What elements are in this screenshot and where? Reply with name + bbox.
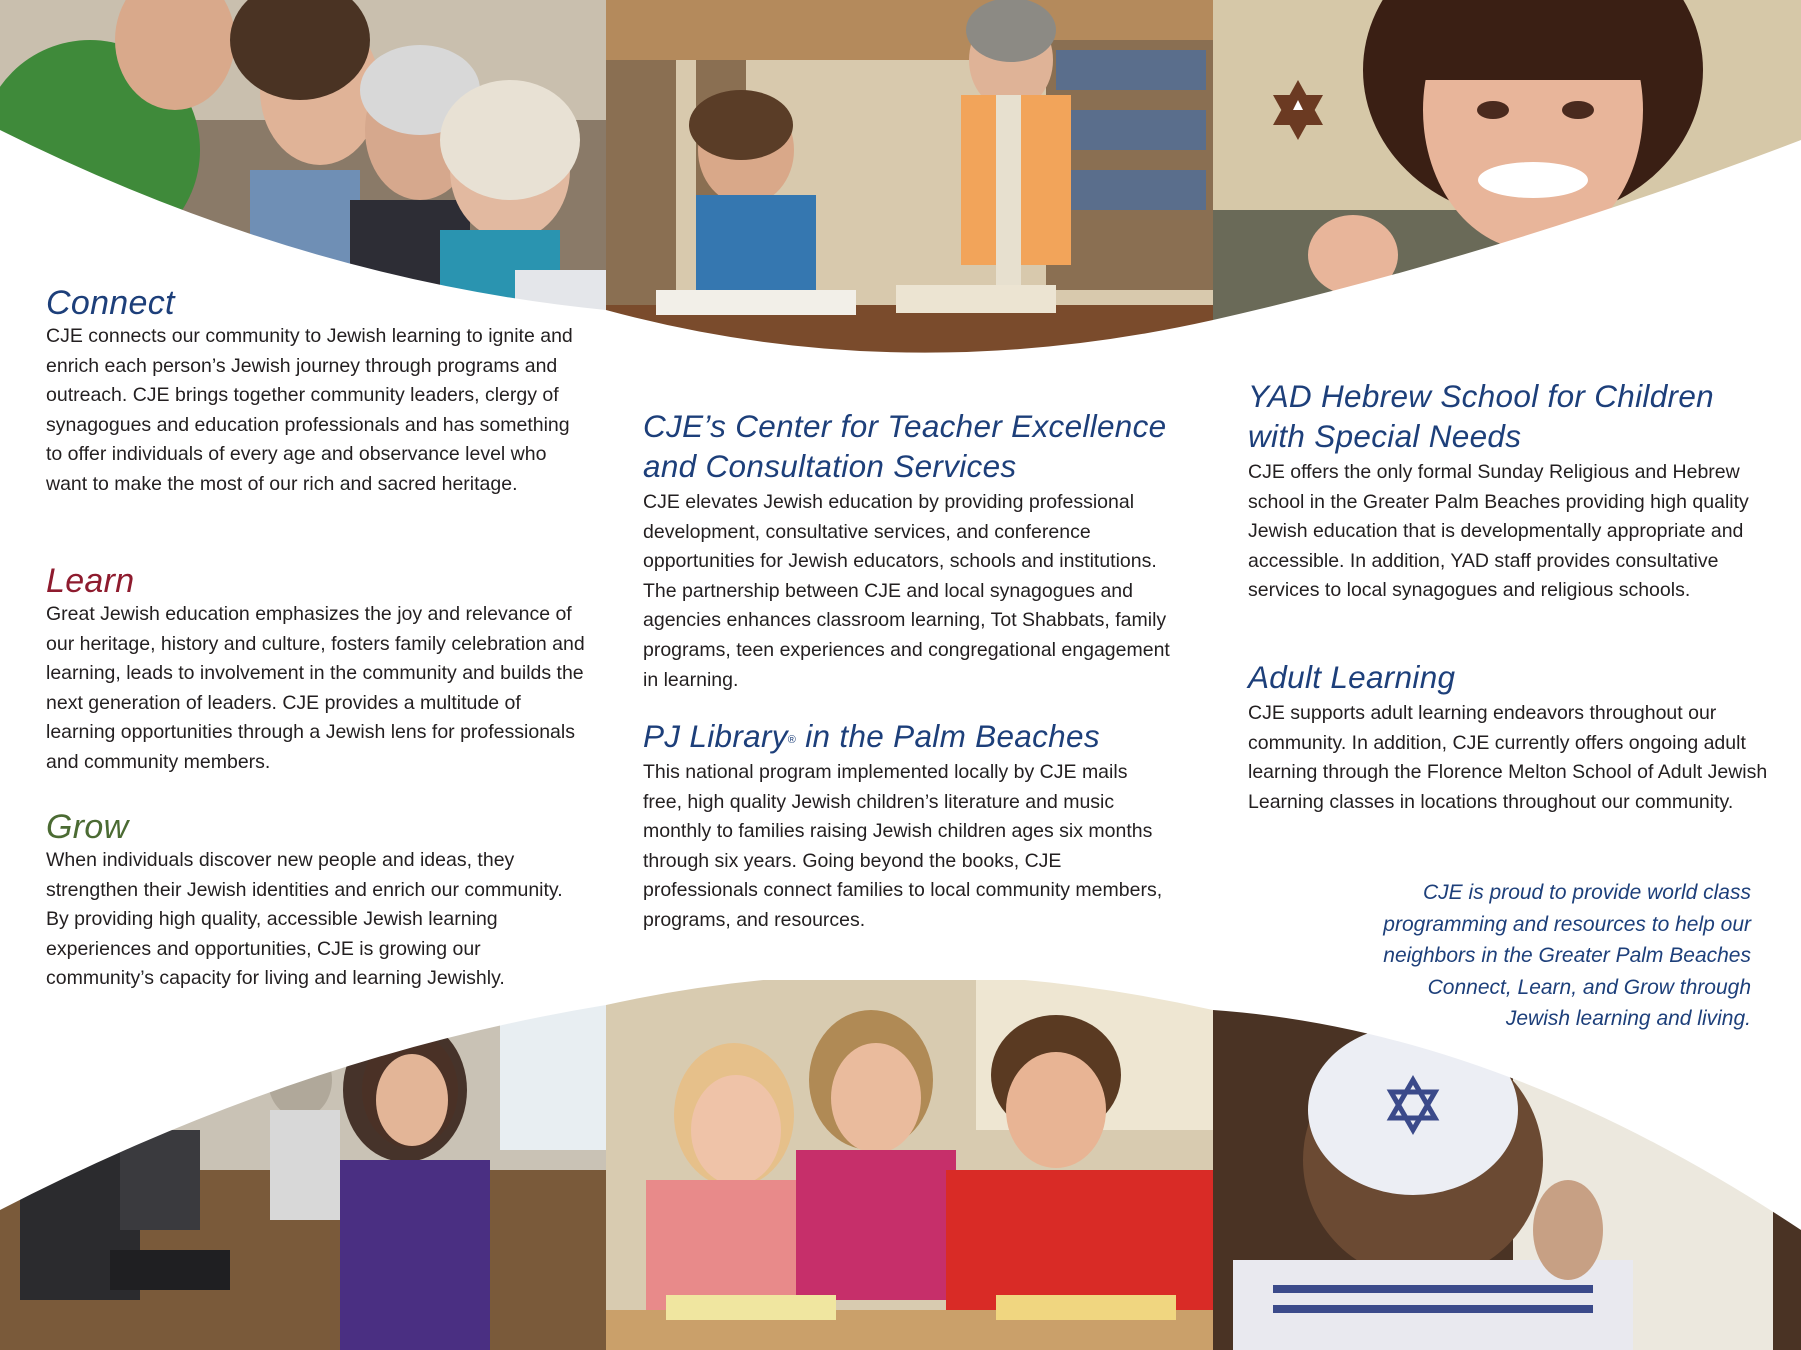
adult-learning-heading: Adult Learning: [1248, 659, 1456, 695]
yad-body: CJE offers the only formal Sunday Religious and Hebrew school in the Greater Palm Beaches providing high quality Jewish education that is developmentally appropriate and accessible. In addition, YAD staff provides consultative services to local synagogues and religious schools.: [1248, 461, 1749, 602]
pj-library-heading: [643, 716, 1163, 756]
closing-line-4: Connect, Learn, and Grow through: [1427, 975, 1751, 999]
teacher-center-body: CJE elevates Jewish education by providing professional development, consultative services, and conference opportunities for Jewish educators, schools and institutions. The partnership between CJE and local synagogues and agencies enhances classroom learning, Tot Shabbats, family programs, teen experiences and congregational engagement in learning.: [643, 491, 1170, 691]
teacher-center-heading: CJE’s Center for Teacher Excellence and Consultation Services: [643, 408, 1167, 484]
registered-mark: ®: [787, 734, 797, 746]
connect-heading: Connect: [46, 284, 175, 322]
closing-line-2: programming and resources to help our: [1383, 912, 1751, 936]
learn-body: Great Jewish education emphasizes the joy and relevance of our heritage, history and culture, fosters family celebration and learning, leads to involvement in the community and builds the next generation of leaders. CJE provides a multitude of learning opportunities through a Jewish lens for professionals and community members.: [46, 603, 585, 773]
connect-section: [46, 283, 591, 500]
yad-heading: YAD Hebrew School for Children with Special Needs: [1248, 378, 1714, 454]
adult-learning-section: [1248, 657, 1768, 817]
closing-line-1: CJE is proud to provide world class: [1423, 881, 1751, 904]
grow-section: [46, 807, 566, 994]
grow-body: When individuals discover new people and ideas, they strengthen their Jewish identities and enrich our community. By providing high quality, accessible Jewish learning experiences and opportunities, CJE is growing our community’s capacity for living and learning Jewishly.: [46, 849, 563, 990]
connect-body: CJE connects our community to Jewish learning to ignite and enrich each person’s Jewish journey through programs and outreach. CJE brings together community leaders, clergy of synagogues and education professionals and has something to offer individuals of every age and observance level who want to make the most of our rich and sacred heritage.: [46, 325, 573, 495]
yad-section: [1248, 376, 1768, 606]
pj-library-section: [643, 716, 1163, 936]
grow-heading: Grow: [46, 808, 129, 846]
closing-statement: [1231, 877, 1751, 1035]
pj-library-heading-pre: PJ Library: [643, 718, 788, 754]
closing-line-5: Jewish learning and living.: [1505, 1007, 1751, 1030]
pj-library-heading-post: in the Palm Beaches: [796, 718, 1100, 754]
closing-line-3: neighbors in the Greater Palm Beaches: [1383, 944, 1751, 967]
learn-section: [46, 561, 591, 778]
pj-library-body: This national program implemented locally by CJE mails free, high quality Jewish children’s literature and music monthly to families raising Jewish children ages six months through six years. Going beyond the books, CJE professionals connect families to local community members, programs, and resources.: [643, 761, 1163, 931]
adult-learning-body: CJE supports adult learning endeavors throughout our community. In addition, CJE currently offers ongoing adult learning through the Florence Melton School of Adult Jewish Learning classes in locations throughout our community.: [1248, 702, 1768, 813]
teacher-center-section: [643, 406, 1183, 695]
learn-heading: Learn: [46, 562, 135, 600]
